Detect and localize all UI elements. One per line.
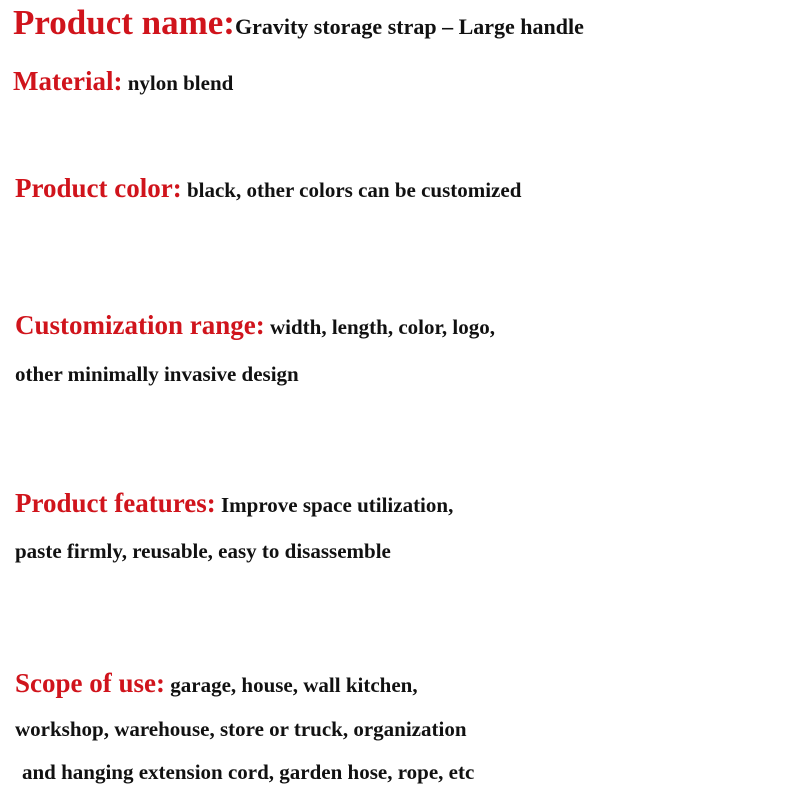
product-name-value: Gravity storage strap – Large handle (234, 14, 584, 39)
material-value: nylon blend (127, 71, 234, 95)
product-color-row (15, 175, 521, 202)
product-name-label: Product name: (13, 3, 235, 42)
product-features-value: Improve space utilization, (220, 493, 454, 517)
product-name-row (13, 5, 584, 40)
product-features-label: Product features: (15, 488, 216, 518)
scope-of-use-value: garage, house, wall kitchen, (170, 673, 418, 697)
customization-range-row (15, 312, 495, 339)
product-color-label: Product color: (15, 173, 182, 203)
customization-range-label: Customization range: (15, 310, 265, 340)
scope-of-use-continuation-2: and hanging extension cord, garden hose, rope, etc (22, 760, 475, 784)
product-color-value: black, other colors can be customized (186, 178, 522, 202)
material-row (13, 68, 233, 95)
customization-range-continuation: other minimally invasive design (15, 362, 299, 386)
scope-of-use-continuation: workshop, warehouse, store or truck, organization (15, 717, 467, 741)
scope-of-use-label: Scope of use: (15, 668, 165, 698)
scope-of-use-row (15, 670, 418, 697)
material-label: Material: (13, 66, 123, 96)
customization-range-value: width, length, color, logo, (269, 315, 495, 339)
product-features-row (15, 490, 453, 517)
product-features-continuation: paste firmly, reusable, easy to disassemble (15, 539, 391, 563)
